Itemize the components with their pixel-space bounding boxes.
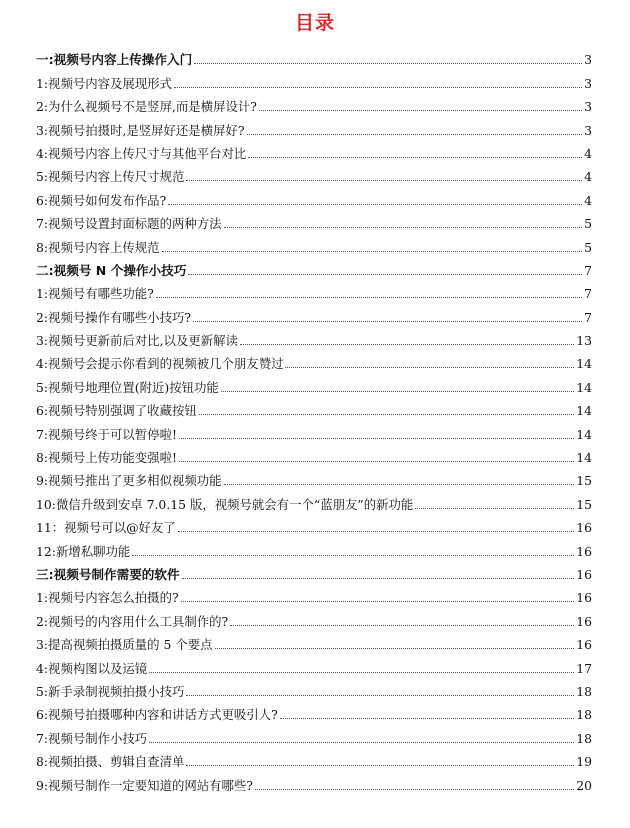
- page-title: 目录: [294, 12, 335, 34]
- toc-entry-page: 17: [576, 660, 592, 676]
- toc-entry[interactable]: [36, 67, 592, 90]
- toc-section-heading[interactable]: [36, 44, 592, 67]
- dot-leader: [224, 483, 575, 485]
- toc-entry-page: 14: [576, 356, 592, 372]
- toc-entry-page: 15: [576, 473, 592, 489]
- dot-leader: [199, 413, 574, 415]
- toc-entry-page: 14: [576, 403, 592, 419]
- dot-leader: [149, 671, 574, 673]
- toc-entry-page: 15: [576, 496, 592, 512]
- toc-entry[interactable]: [36, 231, 592, 254]
- toc-entry-page: 16: [576, 590, 592, 606]
- toc-entry-title: 1:视频号有哪些功能?: [36, 286, 154, 302]
- toc-entry-title: 8:视频号内容上传规范: [36, 239, 160, 255]
- toc-entry-title: 4:视频构图以及运镜: [36, 660, 148, 676]
- toc-entry[interactable]: [36, 114, 592, 137]
- toc-entry[interactable]: [36, 488, 592, 511]
- toc-entry[interactable]: [36, 722, 592, 745]
- dot-leader: [178, 530, 575, 532]
- toc-entry-title: 8:视频拍摄、剪辑自查清单: [36, 754, 185, 770]
- toc-entry-page: 20: [576, 777, 592, 793]
- toc-entry[interactable]: [36, 769, 592, 792]
- dot-leader: [194, 62, 582, 64]
- toc-entry-page: 4: [584, 192, 592, 208]
- toc-entry[interactable]: [36, 535, 592, 558]
- table-of-contents: [36, 44, 592, 793]
- dot-leader: [168, 203, 582, 205]
- toc-entry[interactable]: [36, 395, 592, 418]
- toc-section-heading[interactable]: [36, 255, 592, 278]
- toc-entry[interactable]: [36, 348, 592, 371]
- toc-entry-page: 16: [576, 637, 592, 653]
- toc-entry-title: 1:视频号内容怎么拍摄的?: [36, 590, 179, 606]
- toc-entry-title: 2:为什么视频号不是竖屏,而是横屏设计?: [36, 99, 257, 115]
- dot-leader: [240, 343, 574, 345]
- toc-entry-page: 18: [576, 683, 592, 699]
- toc-entry-page: 16: [576, 543, 592, 559]
- dot-leader: [181, 600, 575, 602]
- toc-entry-page: 13: [576, 333, 592, 349]
- toc-entry-page: 5: [584, 239, 592, 255]
- toc-entry-title: 二:视频号 N 个操作小技巧: [36, 262, 187, 278]
- toc-entry-title: 4:视频号内容上传尺寸与其他平台对比: [36, 145, 247, 161]
- dot-leader: [247, 133, 583, 135]
- dot-leader: [259, 109, 582, 111]
- toc-entry[interactable]: [36, 184, 592, 207]
- toc-entry-title: 8:视频号上传功能变强啦!: [36, 450, 177, 466]
- dot-leader: [156, 296, 582, 298]
- toc-entry-title: 11：视频号可以@好友了: [36, 520, 176, 536]
- dot-leader: [221, 390, 574, 392]
- toc-entry-page: 18: [576, 707, 592, 723]
- toc-entry-page: 19: [576, 754, 592, 770]
- toc-entry-page: 18: [576, 730, 592, 746]
- toc-entry[interactable]: [36, 629, 592, 652]
- dot-leader: [285, 366, 574, 368]
- toc-entry-title: 2:视频号的内容用什么工具制作的?: [36, 613, 229, 629]
- toc-entry[interactable]: [36, 301, 592, 324]
- dot-leader: [215, 647, 575, 649]
- toc-entry-page: 7: [584, 309, 592, 325]
- toc-entry-title: 1:视频号内容及展现形式: [36, 75, 172, 91]
- toc-entry-page: 3: [584, 99, 592, 115]
- dot-leader: [182, 577, 575, 579]
- toc-entry[interactable]: [36, 138, 592, 161]
- toc-entry-title: 2:视频号操作有哪些小技巧?: [36, 309, 191, 325]
- toc-entry-title: 3:视频号拍摄时,是竖屏好还是横屏好?: [36, 122, 245, 138]
- toc-entry-title: 3:提高视频拍摄质量的 5 个要点: [36, 637, 213, 653]
- toc-entry[interactable]: [36, 91, 592, 114]
- dot-leader: [162, 250, 583, 252]
- toc-entry-title: 12:新增私聊功能: [36, 543, 131, 559]
- toc-entry-title: 7:视频号终于可以暂停啦!: [36, 426, 177, 442]
- toc-entry-title: 6:视频号拍摄哪种内容和讲话方式更吸引人?: [36, 707, 278, 723]
- dot-leader: [415, 507, 574, 509]
- toc-entry[interactable]: [36, 371, 592, 394]
- toc-entry-title: 7:视频号制作小技巧: [36, 730, 148, 746]
- toc-entry-title: 6:视频号如何发布作品?: [36, 192, 167, 208]
- dot-leader: [255, 788, 574, 790]
- toc-entry-title: 9:视频号推出了更多相似视频功能: [36, 473, 222, 489]
- toc-entry-page: 3: [584, 122, 592, 138]
- dot-leader: [230, 624, 574, 626]
- toc-entry-title: 7:视频号设置封面标题的两种方法: [36, 216, 222, 232]
- toc-section-heading[interactable]: [36, 559, 592, 582]
- toc-entry[interactable]: [36, 208, 592, 231]
- toc-entry-title: 三:视频号制作需要的软件: [36, 566, 180, 582]
- toc-entry-title: 一:视频号内容上传操作入门: [36, 52, 193, 68]
- toc-entry-title: 4:视频号会提示你看到的视频被几个朋友赞过: [36, 356, 284, 372]
- dot-leader: [186, 179, 582, 181]
- dot-leader: [186, 694, 574, 696]
- toc-entry-title: 5:新手录制视频拍摄小技巧: [36, 683, 185, 699]
- toc-entry[interactable]: [36, 278, 592, 301]
- toc-entry-page: 14: [576, 426, 592, 442]
- toc-entry-page: 3: [584, 75, 592, 91]
- dot-leader: [193, 320, 582, 322]
- toc-entry-page: 5: [584, 216, 592, 232]
- toc-entry-page: 16: [576, 566, 592, 582]
- toc-entry-title: 6:视频号特别强调了收藏按钮: [36, 403, 197, 419]
- toc-entry[interactable]: [36, 442, 592, 465]
- toc-entry-title: 10:微信升级到安卓 7.0.15 版，视频号就会有一个“蓝朋友”的新功能: [36, 496, 414, 512]
- toc-entry-page: 4: [584, 145, 592, 161]
- toc-entry-page: 3: [584, 52, 592, 68]
- dot-leader: [280, 717, 574, 719]
- dot-leader: [224, 226, 583, 228]
- toc-entry-title: 9:视频号制作一定要知道的网站有哪些?: [36, 777, 253, 793]
- toc-entry-page: 14: [576, 379, 592, 395]
- dot-leader: [186, 764, 574, 766]
- toc-entry[interactable]: [36, 652, 592, 675]
- toc-entry-page: 16: [576, 520, 592, 536]
- toc-entry-title: 5:视频号地理位置(附近)按钮功能: [36, 379, 219, 395]
- dot-leader: [132, 554, 574, 556]
- toc-entry[interactable]: [36, 746, 592, 769]
- toc-entry[interactable]: [36, 325, 592, 348]
- dot-leader: [179, 460, 574, 462]
- toc-entry[interactable]: [36, 676, 592, 699]
- toc-entry-page: 4: [584, 169, 592, 185]
- toc-entry[interactable]: [36, 699, 592, 722]
- toc-entry-title: 5:视频号内容上传尺寸规范: [36, 169, 185, 185]
- toc-entry[interactable]: [36, 605, 592, 628]
- dot-leader: [149, 741, 574, 743]
- dot-leader: [179, 437, 574, 439]
- toc-entry[interactable]: [36, 512, 592, 535]
- toc-entry[interactable]: [36, 161, 592, 184]
- toc-entry[interactable]: [36, 418, 592, 441]
- toc-entry-title: 3:视频号更新前后对比,以及更新解读: [36, 333, 238, 349]
- dot-leader: [188, 273, 582, 275]
- dot-leader: [174, 86, 582, 88]
- dot-leader: [248, 156, 582, 158]
- toc-entry-page: 16: [576, 613, 592, 629]
- toc-entry[interactable]: [36, 465, 592, 488]
- toc-entry-page: 7: [584, 286, 592, 302]
- toc-entry[interactable]: [36, 582, 592, 605]
- toc-entry-page: 14: [576, 450, 592, 466]
- toc-entry-page: 7: [584, 262, 592, 278]
